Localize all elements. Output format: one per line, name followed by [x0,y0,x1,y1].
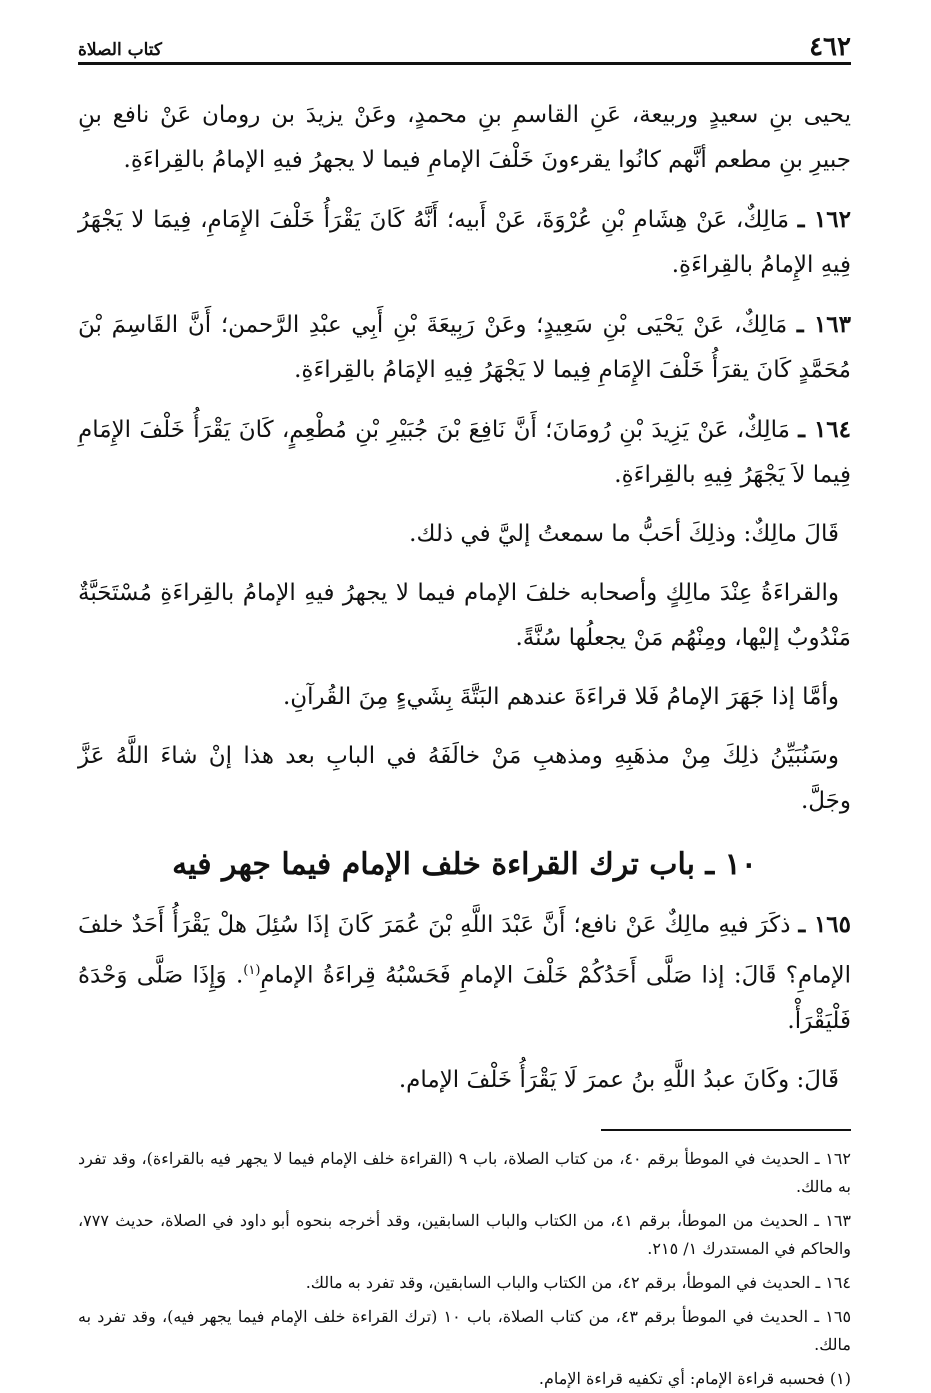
chapter-heading: ١٠ ـ باب ترك القراءة خلف الإمام فيما جهر فيه [172,847,757,882]
footnotes [78,1145,851,1393]
commentary-amma: وأمَّا إذا جَهَرَ الإمامُ فَلا قراءَةَ عندهم البَتَّةَ بِشَيءٍ مِنَ القُرآنِ. [282,684,839,710]
intro-paragraph: يحيى بنِ سعيدٍ وربيعة، عَنِ القاسمِ بنِ محمدٍ، وعَنْ يزيدَ بن رومان عَنْ نافع بنِ جبيرِ بنِ مطعم أنَّهم كانُوا يقرءونَ خَلْفَ الإمامِ فيما لا يجهرُ فيهِ الإمامُ بالقِراءَةِ. [78,102,851,173]
running-title: كتاب الصلاة [78,40,163,60]
footnote-165: ١٦٥ ـ الحديث في الموطأ برقم ٤٣، من كتاب الصلاة، باب ١٠ (ترك القراءة خلف الإمام فيما يجهر فيه)، وقد تفرد به مالك. [78,1306,852,1354]
hadith-163 [78,302,851,393]
hadith-number: ١٦٥ ـ [798,911,851,938]
hadith-number: ١٦٢ ـ [797,206,852,233]
qal-statement: قَالَ: وكَانَ عبدُ اللَّهِ بنُ عمرَ لَا يَقْرَأُ خَلْفَ الإمام. [398,1066,839,1093]
hadith-text: مَالِكٌ، عَنْ هِشَامِ بْنِ عُرْوَةَ، عَنْ أَبيه؛ أَنَّهُ كَانَ يَقْرَأُ خَلْفَ الإِمَامِ، فِيمَا لا يَجْهَرُ فِيهِ الإِمامُ بالقِراءَةِ. [78,207,851,278]
hadith-162 [78,197,851,288]
hadith-text: مَالِكٌ، عَنْ يَحْيَى بْنِ سَعِيدٍ؛ وعَنْ رَبِيعَةَ بْنِ أَبِي عبْدِ الرَّحمن؛ أَنَّ القَاسِمَ بْنَ مُحَمَّدٍ كَانَ يقرَأُ خَلْفَ الإِمَامِ فِيما لا يَجْهَرُ فِيهِ الإمَامُ بالقِراءَةِ. [78,312,851,383]
commentary-qiraa: والقراءَةُ عِنْدَ مالِكٍ وأصحابه خلفَ الإمام فيما لا يجهرُ فيهِ الإمامُ بالقِراءَةِ مُسْتَحَبَّةٌ مَنْدُوبٌ إليْها، ومِنْهُم مَنْ يجعلُها سُنَّةً. [78,580,851,651]
hadith-164 [78,407,851,498]
hadith-number: ١٦٤ ـ [798,416,851,443]
hadith-text-continued: . وَإِذَا صَلَّى وَحْدَهُ فَلْيَقْرَأْ. [78,962,851,1034]
page-header [78,20,851,65]
footnote-164: ١٦٤ ـ الحديث في الموطأ، برقم ٤٢، من الكتاب والباب السابقين، وقد تفرد به مالك. [305,1272,851,1292]
footnote-163: ١٦٣ ـ الحديث من الموطأ، برقم ٤١، من الكتاب والباب السابقين، وقد أخرجه بنحوه أبو داود في الصلاة، حديث ٧٧٧، والحاكم في المستدرك ١/ ٢١٥. [78,1210,851,1258]
hadith-165 [78,902,851,1044]
footnote-1: (١) فحسبه قراءة الإمام: أي تكفيه قراءة الإمام. [538,1368,851,1388]
main-text [78,93,851,1103]
footnote-divider [601,1129,851,1131]
malik-statement: قَالَ مالِكٌ: وذلِكَ أحَبُّ ما سمعتُ إليَّ في ذلك. [409,521,839,547]
footnote-162: ١٦٢ ـ الحديث في الموطأ برقم ٤٠، من كتاب الصلاة، باب ٩ (القراءة خلف الإمام فيما لا يجهر فيه بالقراءة)، وقد تفرد به مالك. [78,1148,852,1196]
hadith-number: ١٦٣ ـ [796,311,852,338]
footnote-marker: (١) [243,963,261,978]
commentary-sanubayyin: وسَنُبَيِّنُ ذلِكَ مِنْ مذهَبِهِ ومذهبِ مَنْ خالَفَهُ في البابِ بعد هذا إنْ شاءَ اللَّهُ عَزَّ وجَلَّ. [78,743,851,814]
hadith-text: ذكَرَ فيهِ مالِكٌ عَنْ نافع؛ أَنَّ عَبْدَ اللَّهِ بْنَ عُمَرَ كَانَ إذَا سُئِلَ هلْ يَقْرَأُ أَحَدٌ خلفَ الإمامِ؟ قَالَ: إذا صَلَّى أَحَدُكُمْ خَلْفَ الإمامِ فَحَسْبُهُ قِراءَةُ الإمامِ [78,912,852,989]
page-number: ٤٦٢ [809,32,851,62]
hadith-text: مَالِكٌ، عَنْ يَزِيدَ بْنِ رُومَانَ؛ أَنَّ نَافِعَ بْنَ جُبَيْرِ بْنِ مُطْعِمٍ، كَانَ يَقْرَأُ خَلْفَ الإِمَامِ فِيما لاَ يَجْهَرُ فِيهِ بالقِراءَةِ. [78,417,851,488]
